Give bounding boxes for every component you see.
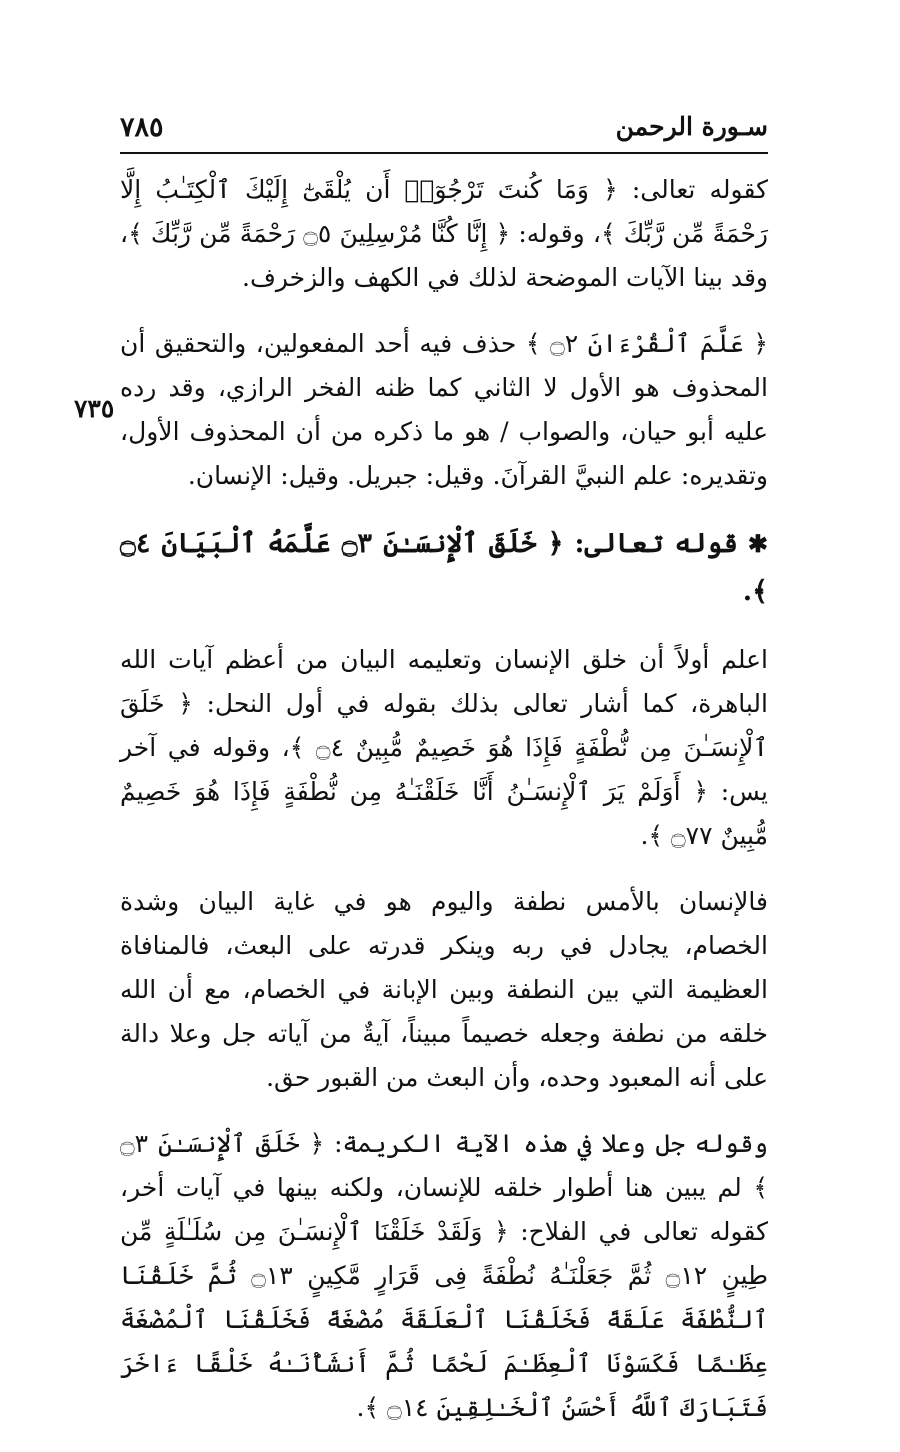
paragraph-1: كقوله تعالى: ﴿ وَمَا كُنتَ تَرْجُوٓا۟ أَن يُلْقَىٰٓ إِلَيْكَ ٱلْكِتَـٰبُ إِلَّا رَحْمَةً مِّن رَّبِّكَ ﴾، وقوله: ﴿ إِنَّا كُنَّا مُرْسِلِينَ ۝٥ رَحْمَةً مِّن رَّبِّكَ ﴾، وقد بينا الآيات الموضحة لذلك في الكهف والزخرف. [120, 175, 768, 292]
surah-title: سـورة الرحمن [615, 112, 768, 141]
page-body [120, 168, 768, 1452]
margin-reference-number: ٧٣٥ [74, 394, 115, 423]
page-number: ٧٨٥ [120, 112, 164, 143]
verse-heading-text: قوله تعالى: ﴿ خَلَقَ ٱلْإِنسَـٰنَ ۝٣ عَلَّمَهُ ٱلْبَيَانَ ۝٤ ﴾. [120, 528, 768, 607]
paragraph-4: فالإنسان بالأمس نطفة واليوم هو في غاية البيان وشدة الخصام، يجادل في ربه وينكر قدرته على البعث، فالمنافاة العظيمة التي بين النطفة وبين الإبانة في الخصام، مع أن الله خلقه من نطفة وجعله خصيماً مبيناً، آيةٌ من آياته جل وعلا دالة على أنه المعبود وحده، وأن البعث من القبور حق. [120, 887, 768, 1092]
verse-heading [120, 520, 768, 616]
paragraph-2: ﴿ عَلَّمَ ٱلْقُرْءَانَ ۝٢ ﴾ حذف فيه أحد المفعولين، والتحقيق أن المحذوف هو الأول لا الثاني كما ظنه الفخر الرازي، وقد رده عليه أبو حيان، والصواب / هو ما ذكره من أن المحذوف الأول، وتقديره: علم النبيَّ القرآنَ. وقيل: جبريل. وقيل: الإنسان. [120, 329, 769, 490]
asterisk-icon: ✱ [747, 529, 768, 558]
paragraph-5: وقوله جل وعلا في هذه الآية الكريمة: ﴿ خَلَقَ ٱلْإِنسَـٰنَ ۝٣ ﴾ لم يبين هنا أطوار خلقه للإنسان، ولكنه بينها في آيات أخر، كقوله تعالى في الفلاح: ﴿ وَلَقَدْ خَلَقْنَا ٱلْإِنسَـٰنَ مِن سُلَـٰلَةٍ مِّن طِينٍ ۝١٢ ثُمَّ جَعَلْنَـٰهُ نُطْفَةً فِى قَرَارٍ مَّكِينٍ ۝١٣ ثُمَّ خَلَقْنَا ٱلنُّطْفَةَ عَلَقَةً فَخَلَقْنَا ٱلْعَلَقَةَ مُضْغَةً فَخَلَقْنَا ٱلْمُضْغَةَ عِظَـٰمًا فَكَسَوْنَا ٱلْعِظَـٰمَ لَحْمًا ثُمَّ أَنشَأْنَـٰهُ خَلْقًا ءَاخَرَ فَتَبَارَكَ ٱللَّهُ أَحْسَنُ ٱلْخَـٰلِقِينَ ۝١٤ ﴾. [120, 1129, 769, 1422]
paragraph-3: اعلم أولاً أن خلق الإنسان وتعليمه البيان من أعظم آيات الله الباهرة، كما أشار تعالى بذلك بقوله في أول النحل: ﴿ خَلَقَ ٱلْإِنسَـٰنَ مِن نُّطْفَةٍ فَإِذَا هُوَ خَصِيمٌ مُّبِينٌ ۝٤ ﴾، وقوله في آخر يس: ﴿ أَوَلَمْ يَرَ ٱلْإِنسَـٰنُ أَنَّا خَلَقْنَـٰهُ مِن نُّطْفَةٍ فَإِذَا هُوَ خَصِيمٌ مُّبِينٌ ۝٧٧ ﴾. [120, 645, 768, 850]
page-header [120, 112, 768, 154]
